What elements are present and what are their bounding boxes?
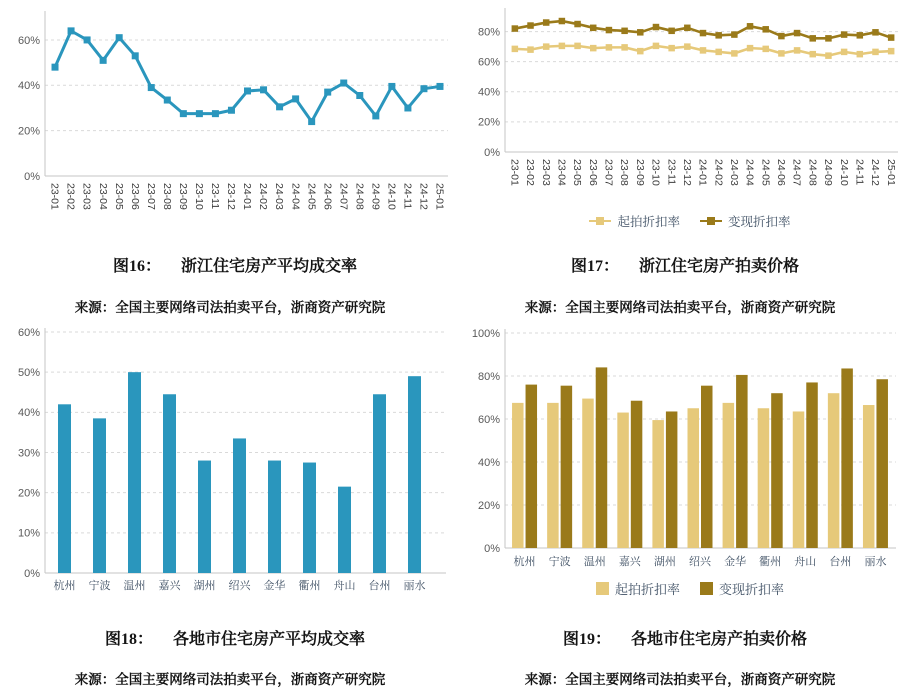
svg-text:40%: 40% xyxy=(17,80,40,93)
svg-text:杭州: 杭州 xyxy=(53,580,76,592)
svg-text:24-09: 24-09 xyxy=(822,159,835,186)
svg-text:24-10: 24-10 xyxy=(385,183,398,210)
svg-text:24-02: 24-02 xyxy=(712,159,725,186)
figure17-panel xyxy=(450,0,900,320)
fig17-caption-label: 图17： xyxy=(570,258,619,275)
fig19-caption xyxy=(490,626,880,649)
fig16-caption-label: 图16： xyxy=(112,258,161,275)
svg-text:60%: 60% xyxy=(477,56,500,69)
svg-text:丽水: 丽水 xyxy=(403,580,426,592)
fig16-line-chart xyxy=(0,0,450,240)
svg-text:金华: 金华 xyxy=(724,556,747,568)
svg-text:10%: 10% xyxy=(17,527,40,540)
svg-text:23-10: 23-10 xyxy=(193,183,206,210)
svg-text:23-03: 23-03 xyxy=(80,183,93,210)
svg-text:23-07: 23-07 xyxy=(602,159,615,186)
fig19-caption-title: 各地市住宅房产拍卖价格 xyxy=(631,631,808,648)
svg-text:24-03: 24-03 xyxy=(273,183,286,210)
svg-text:宁波: 宁波 xyxy=(548,556,571,568)
svg-text:绍兴: 绍兴 xyxy=(689,556,711,568)
svg-text:24-08: 24-08 xyxy=(353,183,366,210)
svg-text:50%: 50% xyxy=(17,367,40,380)
svg-text:24-04: 24-04 xyxy=(743,159,756,186)
svg-text:丽水: 丽水 xyxy=(864,556,887,568)
svg-text:24-01: 24-01 xyxy=(241,183,254,210)
svg-text:40%: 40% xyxy=(17,407,40,420)
svg-text:0%: 0% xyxy=(24,567,40,580)
svg-text:24-07: 24-07 xyxy=(790,159,803,186)
fig17-line-chart xyxy=(450,0,900,212)
fig17-caption xyxy=(490,253,880,276)
svg-text:24-04: 24-04 xyxy=(289,183,302,210)
fig17-caption-title: 浙江住宅房产拍卖价格 xyxy=(639,258,800,275)
svg-text:0%: 0% xyxy=(484,146,500,159)
svg-text:24-03: 24-03 xyxy=(728,159,740,186)
svg-text:23-09: 23-09 xyxy=(633,159,646,186)
fig16-source: 来源：全国主要网络司法拍卖平台，浙商资产研究院 xyxy=(74,300,386,315)
svg-text:24-06: 24-06 xyxy=(775,159,788,186)
svg-text:23-05: 23-05 xyxy=(112,183,125,210)
svg-text:24-12: 24-12 xyxy=(417,183,430,210)
svg-text:温州: 温州 xyxy=(123,580,146,592)
svg-text:23-01: 23-01 xyxy=(48,183,61,210)
svg-text:25-01: 25-01 xyxy=(433,183,446,210)
fig18-source: 来源：全国主要网络司法拍卖平台，浙商资产研究院 xyxy=(74,672,386,687)
fig16-caption xyxy=(40,253,430,276)
svg-text:20%: 20% xyxy=(17,487,40,500)
svg-text:24-10: 24-10 xyxy=(837,159,850,186)
svg-text:嘉兴: 嘉兴 xyxy=(618,556,641,568)
realize-rate-line-marker-icon xyxy=(700,217,722,226)
svg-text:60%: 60% xyxy=(477,413,500,426)
start-rate-swatch-icon xyxy=(596,582,609,595)
svg-text:温州: 温州 xyxy=(583,556,606,568)
svg-text:23-02: 23-02 xyxy=(524,159,537,186)
fig18-caption-title: 各地市住宅房产平均成交率 xyxy=(173,631,366,648)
fig19-legend-item-realize xyxy=(700,579,784,598)
svg-text:23-03: 23-03 xyxy=(539,159,552,186)
svg-text:23-01: 23-01 xyxy=(508,159,521,186)
fig19-caption-label: 图19： xyxy=(562,631,611,648)
fig17-source: 来源：全国主要网络司法拍卖平台，浙商资产研究院 xyxy=(524,300,836,315)
fig19-legend-item-start xyxy=(596,579,680,598)
svg-text:20%: 20% xyxy=(477,499,500,512)
realize-rate-swatch-icon xyxy=(700,582,713,595)
svg-text:23-11: 23-11 xyxy=(665,159,678,186)
fig17-legend xyxy=(495,212,885,230)
svg-text:23-06: 23-06 xyxy=(586,159,599,186)
svg-text:23-12: 23-12 xyxy=(225,183,238,210)
svg-text:嘉兴: 嘉兴 xyxy=(158,580,181,592)
svg-text:24-05: 24-05 xyxy=(759,159,772,186)
svg-text:24-05: 24-05 xyxy=(305,183,318,210)
fig18-caption xyxy=(40,626,430,649)
svg-text:23-02: 23-02 xyxy=(64,183,77,210)
svg-text:23-04: 23-04 xyxy=(96,183,109,210)
svg-text:60%: 60% xyxy=(17,326,40,339)
figure18-panel xyxy=(0,320,450,699)
svg-text:绍兴: 绍兴 xyxy=(228,580,251,592)
start-rate-line-marker-icon xyxy=(589,217,611,226)
svg-text:24-07: 24-07 xyxy=(337,183,350,210)
svg-text:23-12: 23-12 xyxy=(680,159,693,186)
svg-text:宁波: 宁波 xyxy=(88,580,111,592)
svg-text:0%: 0% xyxy=(484,542,500,555)
svg-text:舟山: 舟山 xyxy=(794,556,817,568)
fig19-source: 来源：全国主要网络司法拍卖平台，浙商资产研究院 xyxy=(524,672,836,687)
svg-text:23-11: 23-11 xyxy=(209,183,222,210)
svg-text:23-07: 23-07 xyxy=(144,183,157,210)
svg-text:台州: 台州 xyxy=(368,580,391,592)
fig17-legend-item-realize xyxy=(700,212,791,230)
svg-text:湖州: 湖州 xyxy=(193,580,216,592)
svg-text:100%: 100% xyxy=(471,327,500,340)
fig17-legend-realize-label: 变现折扣率 xyxy=(728,215,791,229)
svg-text:24-06: 24-06 xyxy=(321,183,334,210)
fig19-legend-start-label: 起拍折扣率 xyxy=(614,582,680,597)
fig17-legend-start-label: 起拍折扣率 xyxy=(617,215,680,229)
svg-text:20%: 20% xyxy=(477,116,500,129)
svg-text:23-05: 23-05 xyxy=(571,159,584,186)
fig19-bar-chart xyxy=(450,320,900,574)
svg-text:23-08: 23-08 xyxy=(618,159,631,186)
svg-text:24-08: 24-08 xyxy=(806,159,819,186)
fig18-caption-label: 图18： xyxy=(104,631,153,648)
svg-text:20%: 20% xyxy=(17,125,40,138)
svg-text:23-09: 23-09 xyxy=(176,183,189,210)
svg-text:30%: 30% xyxy=(17,447,40,460)
svg-text:24-02: 24-02 xyxy=(257,183,270,210)
svg-text:24-09: 24-09 xyxy=(369,183,382,210)
svg-text:23-08: 23-08 xyxy=(160,183,173,210)
fig16-caption-title: 浙江住宅房产平均成交率 xyxy=(181,258,358,275)
svg-text:80%: 80% xyxy=(477,370,500,383)
svg-text:湖州: 湖州 xyxy=(653,556,676,568)
svg-text:40%: 40% xyxy=(477,86,500,99)
svg-text:衢州: 衢州 xyxy=(298,580,321,592)
fig19-legend-realize-label: 变现折扣率 xyxy=(719,582,785,597)
svg-text:23-10: 23-10 xyxy=(649,159,662,186)
svg-text:60%: 60% xyxy=(17,34,40,47)
fig18-bar-chart xyxy=(0,320,450,598)
svg-text:24-11: 24-11 xyxy=(401,183,414,210)
svg-text:杭州: 杭州 xyxy=(513,556,536,568)
svg-text:80%: 80% xyxy=(477,26,500,39)
svg-text:23-04: 23-04 xyxy=(555,159,568,186)
figure16-panel xyxy=(0,0,450,320)
svg-text:24-11: 24-11 xyxy=(853,159,866,186)
fig17-legend-item-start xyxy=(589,212,680,230)
figure19-panel xyxy=(450,320,900,699)
svg-text:40%: 40% xyxy=(477,456,500,469)
svg-text:0%: 0% xyxy=(24,170,40,183)
svg-text:台州: 台州 xyxy=(829,556,852,568)
svg-text:衢州: 衢州 xyxy=(759,556,782,568)
fig19-legend xyxy=(495,579,885,598)
svg-text:24-12: 24-12 xyxy=(869,159,882,186)
svg-text:金华: 金华 xyxy=(263,580,286,592)
svg-text:24-01: 24-01 xyxy=(696,159,709,186)
svg-text:舟山: 舟山 xyxy=(333,580,356,592)
svg-text:23-06: 23-06 xyxy=(128,183,141,210)
svg-text:25-01: 25-01 xyxy=(884,159,897,186)
